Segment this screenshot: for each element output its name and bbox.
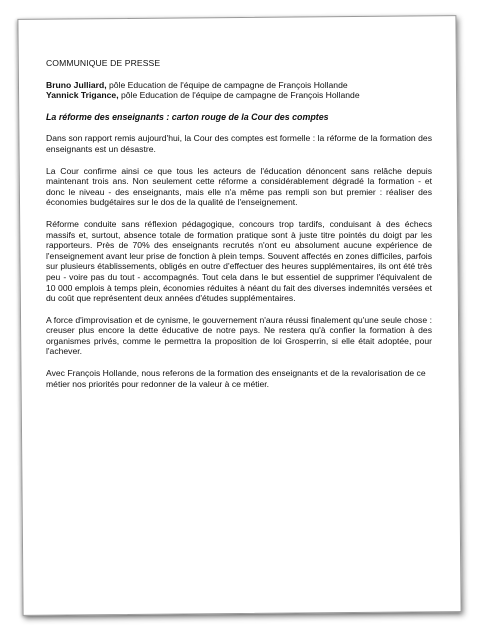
- headline: La réforme des enseignants : carton rouge de la Cour des comptes: [46, 111, 329, 122]
- contact-line: [46, 90, 432, 101]
- contact-role: pôle Education de l'équipe de campagne de François Hollande: [118, 90, 360, 101]
- document-body: [46, 58, 432, 400]
- contact-name: Bruno Julliard,: [46, 79, 107, 90]
- press-release-header: COMMUNIQUE DE PRESSE: [46, 58, 161, 68]
- body-paragraph: Réforme conduite sans réflexion pédagogique, concours trop tardifs, conduisant à des échecs massifs et, surtout, absence totale de formation pratique sont à juste titre pointés du doigt par les rapporteurs. Près de 70% des enseignants recrutés n'ont eu absolument aucune expérience de l'enseignement avant leur prise de fonction à plein temps. Souvent affectés en zones difficiles, parfois sur plusieurs établissements, obligés en outre d'effectuer des heures supplémentaires, ils ont été très peu - voire pas du tout - accompagnés. Tout cela dans le but essentiel de supprimer l'équivalent de 10 000 emplois à temps plein, économies réduites à néant du fait des diverses indemnités versées et du coût que représentent deux années d'études supplémentaires.: [46, 218, 432, 304]
- body-paragraph: A force d'improvisation et de cynisme, le gouvernement n'aura réussi finalement qu'une seule chose : creuser plus encore la dette éducative de notre pays. Ne restera qu'à confier la formation à des organismes privés, comme le permettra la proposition de loi Grosperrin, si elle était adoptée, pour l'achever.: [46, 314, 432, 357]
- contact-role: pôle Education de l'équipe de campagne de François Hollande: [106, 79, 348, 90]
- body-paragraph: Avec François Hollande, nous referons de la formation des enseignants et de la revalorisation de ce métier nos priorités pour redonner de la valeur à ce métier.: [46, 368, 426, 389]
- body-paragraph: La Cour confirme ainsi ce que tous les acteurs de l'éducation dénoncent sans relâche depuis maintenant trois ans. Non seulement cette réforme a considérablement dégradé la formation - et donc le niveau - des enseignants, mais elle n'a même pas rempli son but premier : réaliser des économies budgétaires sur le dos de la qualité de l'enseignement.: [46, 165, 432, 208]
- contacts-block: [46, 80, 432, 101]
- contact-line: [46, 80, 432, 91]
- contact-name: Yannick Trigance,: [46, 90, 119, 101]
- body-paragraph: Dans son rapport remis aujourd'hui, la Cour des comptes est formelle : la réforme de la formation des enseignants est un désastre.: [46, 133, 432, 154]
